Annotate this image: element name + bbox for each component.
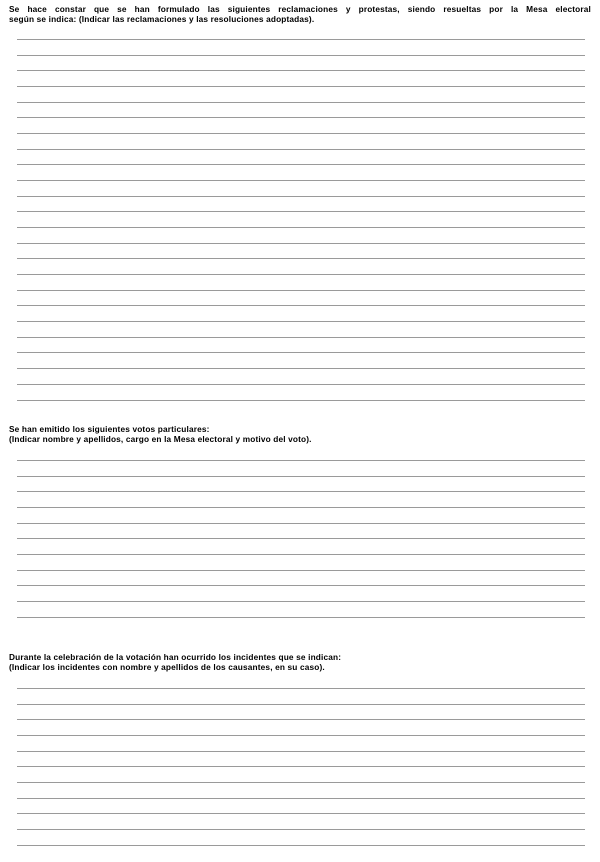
incidentes-heading-line-1: Durante la celebración de la votación han ocurrido los incidentes que se indican:: [9, 652, 342, 662]
reclamaciones-heading-line-1: Se hace constar que se han formulado las siguientes reclamaciones y protestas, siendo resueltas por la Mesa electoral: [9, 4, 591, 14]
writing-line[interactable]: [17, 196, 585, 197]
votos-particulares-heading-line-1: Se han emitido los siguientes votos particulares:: [9, 424, 210, 434]
writing-line[interactable]: [17, 400, 585, 401]
writing-line[interactable]: [17, 845, 585, 846]
writing-line[interactable]: [17, 384, 585, 385]
writing-line[interactable]: [17, 507, 585, 508]
writing-line[interactable]: [17, 149, 585, 150]
votos-particulares-heading-line-2: (Indicar nombre y apellidos, cargo en la Mesa electoral y motivo del voto).: [9, 434, 312, 444]
writing-line[interactable]: [17, 476, 585, 477]
writing-line[interactable]: [17, 164, 585, 165]
writing-line[interactable]: [17, 554, 585, 555]
writing-line[interactable]: [17, 305, 585, 306]
writing-line[interactable]: [17, 39, 585, 40]
writing-line[interactable]: [17, 180, 585, 181]
writing-line[interactable]: [17, 70, 585, 71]
writing-line[interactable]: [17, 243, 585, 244]
writing-line[interactable]: [17, 133, 585, 134]
writing-line[interactable]: [17, 751, 585, 752]
writing-line[interactable]: [17, 719, 585, 720]
writing-line[interactable]: [17, 321, 585, 322]
writing-line[interactable]: [17, 491, 585, 492]
writing-line[interactable]: [17, 782, 585, 783]
writing-line[interactable]: [17, 227, 585, 228]
writing-line[interactable]: [17, 766, 585, 767]
writing-line[interactable]: [17, 585, 585, 586]
writing-line[interactable]: [17, 211, 585, 212]
writing-line[interactable]: [17, 368, 585, 369]
incidentes-heading-line-2: (Indicar los incidentes con nombre y apellidos de los causantes, en su caso).: [9, 662, 325, 672]
writing-line[interactable]: [17, 813, 585, 814]
writing-line[interactable]: [17, 290, 585, 291]
writing-line[interactable]: [17, 601, 585, 602]
writing-line[interactable]: [17, 352, 585, 353]
writing-line[interactable]: [17, 86, 585, 87]
writing-line[interactable]: [17, 829, 585, 830]
reclamaciones-heading: [9, 4, 591, 24]
writing-line[interactable]: [17, 735, 585, 736]
votos-particulares-heading: [9, 424, 591, 444]
writing-line[interactable]: [17, 102, 585, 103]
writing-line[interactable]: [17, 798, 585, 799]
incidentes-heading: [9, 652, 591, 672]
writing-line[interactable]: [17, 704, 585, 705]
writing-line[interactable]: [17, 523, 585, 524]
reclamaciones-heading-line-2: según se indica: (Indicar las reclamaciones y las resoluciones adoptadas).: [9, 14, 315, 24]
writing-line[interactable]: [17, 617, 585, 618]
writing-line[interactable]: [17, 538, 585, 539]
writing-line[interactable]: [17, 55, 585, 56]
writing-line[interactable]: [17, 117, 585, 118]
writing-line[interactable]: [17, 274, 585, 275]
writing-line[interactable]: [17, 460, 585, 461]
writing-line[interactable]: [17, 258, 585, 259]
writing-line[interactable]: [17, 688, 585, 689]
writing-line[interactable]: [17, 570, 585, 571]
writing-line[interactable]: [17, 337, 585, 338]
